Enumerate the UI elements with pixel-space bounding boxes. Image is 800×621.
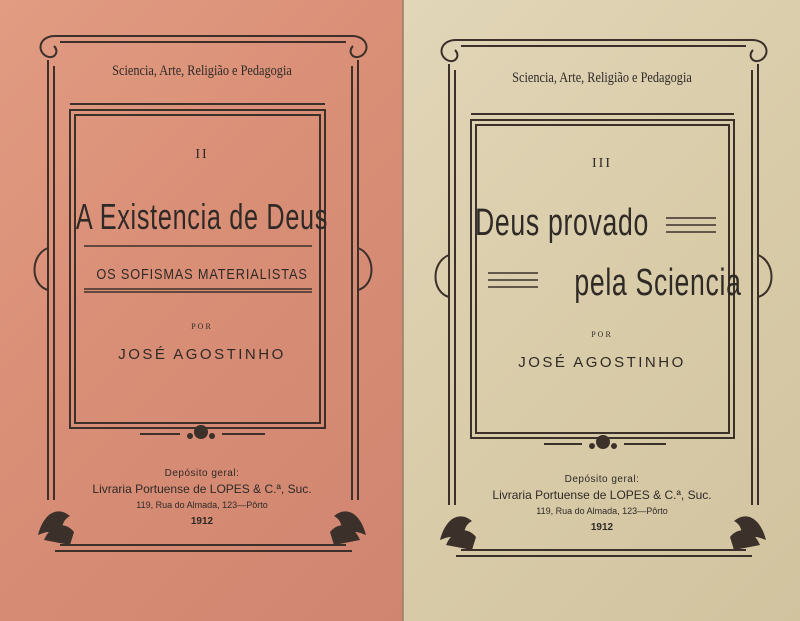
book-title-line-2: pela Sciencia [574,262,742,304]
book-title: A Existencia de Deus [75,196,329,237]
book-subtitle: OS SOFISMAS MATERIALISTAS [96,266,308,283]
deposito-label: Depósito geral: [564,474,640,485]
book-cover-volume-3 [404,0,800,621]
series-title: Sciencia, Arte, Religião e Pedagogia [512,70,692,86]
series-title: Sciencia, Arte, Religião e Pedagogia [112,63,292,79]
por-label: POR [191,322,213,331]
publisher-name: Livraria Portuense de LOPES & C.ª, Suc. [92,482,312,496]
deposito-label: Depósito geral: [164,468,240,479]
book-title-line-1: Deus provado [474,202,650,244]
author-name: JOSÉ AGOSTINHO [118,346,286,363]
por-label: POR [591,330,613,339]
author-name: JOSÉ AGOSTINHO [518,354,686,371]
publication-year: 1912 [590,522,614,533]
volume-number: III [592,156,612,171]
volume-number: II [195,147,209,162]
publication-year: 1912 [190,516,214,527]
publisher-name: Livraria Portuense de LOPES & C.ª, Suc. [492,488,712,502]
publisher-address: 119, Rua do Almada, 123—Pôrto [536,506,668,516]
publisher-address: 119, Rua do Almada, 123—Pôrto [136,500,268,510]
